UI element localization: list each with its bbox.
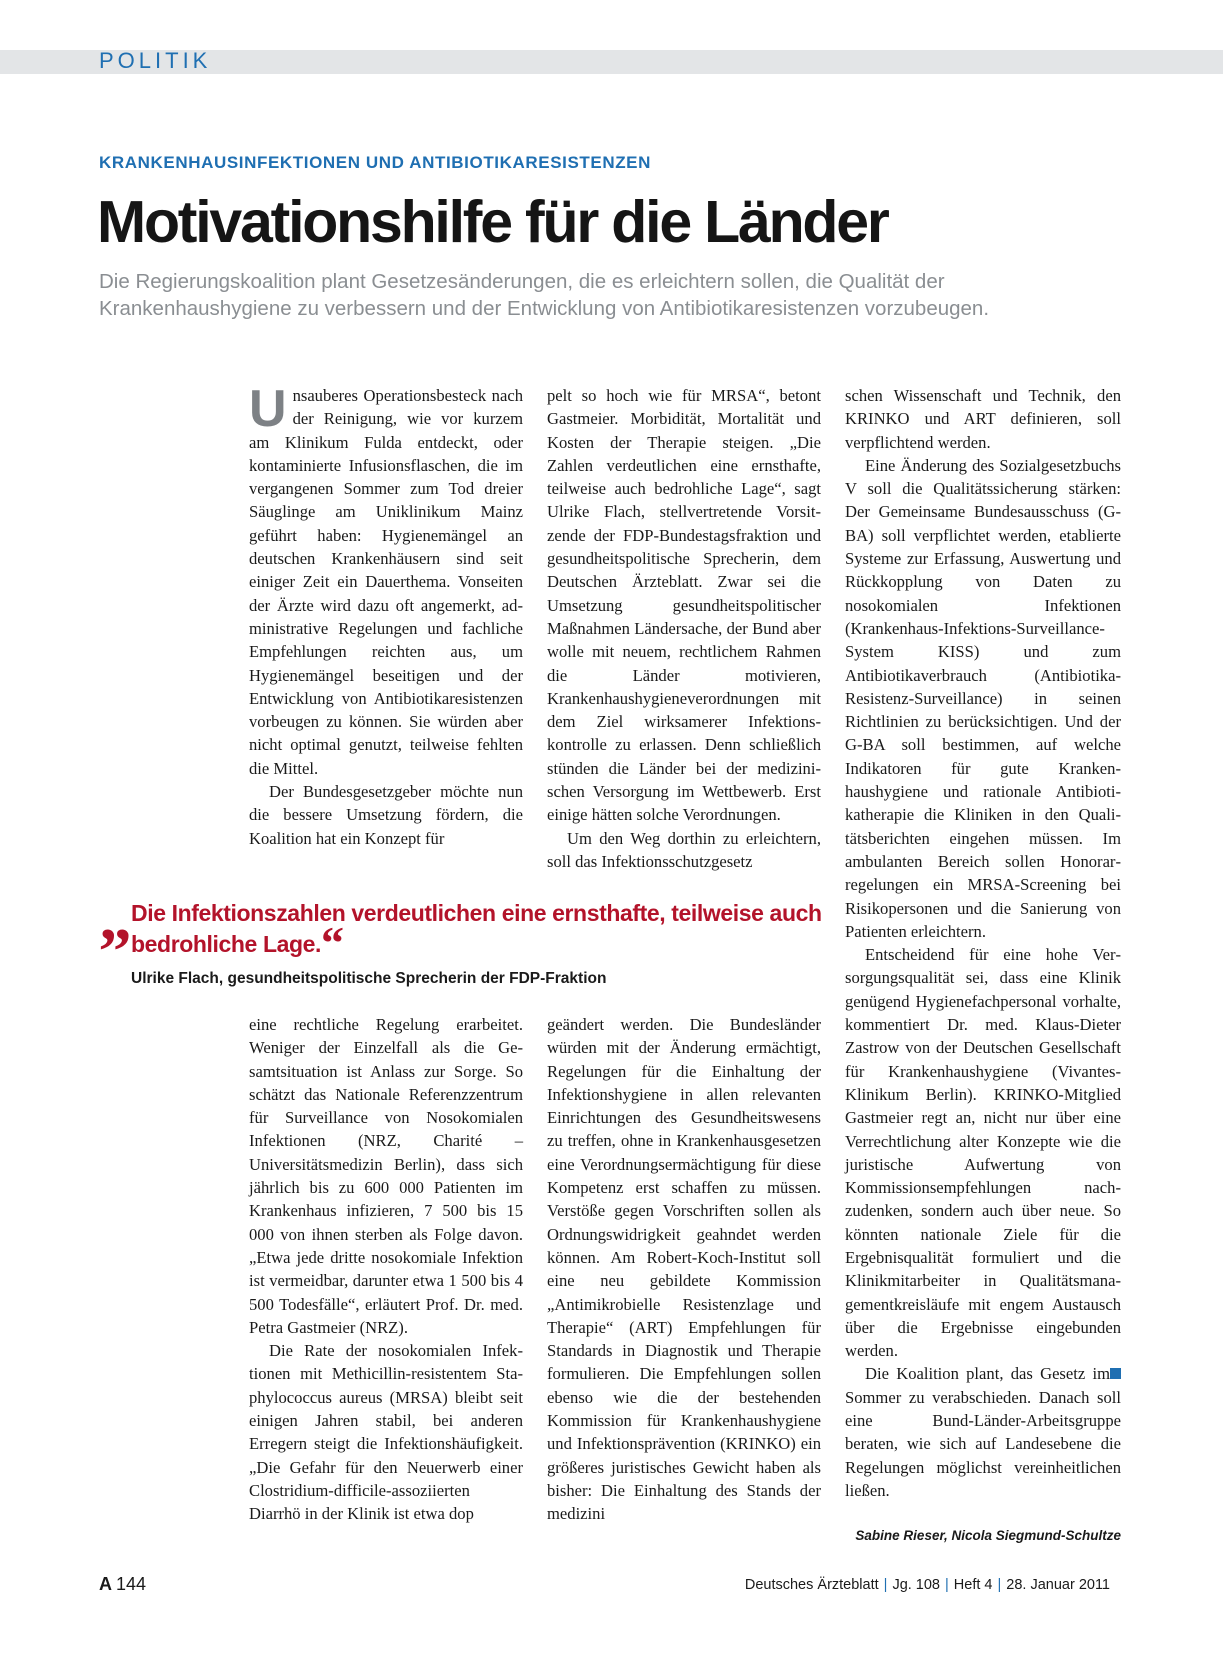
paragraph: Der Bundesgesetzgeber möchte nun die bessere Umsetzung fördern, die Koalition hat ein Konzept für — [249, 782, 523, 848]
pullquote-close-mark: “ — [321, 917, 344, 968]
column-1-bottom — [249, 1013, 523, 1526]
footer-separator: | — [945, 1577, 949, 1593]
article-byline: Sabine Rieser, Nicola Siegmund-Schultze — [855, 1528, 1121, 1543]
paragraph-text: Die Koalition plant, das Gesetz im Sommer zu verabschieden. Danach soll eine Bund-Länder-Arbeitsgruppe beraten, wie sich auf Landesebene die Regelungen möglichst vereinheitlichen ließen. — [845, 1364, 1121, 1500]
paragraph: pelt so hoch wie für MRSA“, betont Gastmeier. Morbidität, Mortalität und Kosten der Therapie steigen. „Die Zahlen verdeutlichen eine ernsthafte, teilweise auch bedrohliche Lage“, sagt Ulrike Flach, stellvertretende Vorsitzende der FDP-Bundestagsfraktion und gesundheitspolitische Sprecherin, dem Deutschen Ärzteblatt. Zwar sei die Umsetzung gesundheitspolitischer Maßnahmen Ländersache, der Bund aber wolle mit neuem, rechtlichem Rahmen die Länder motivieren, Krankenhaushygieneverordnungen mit dem Ziel wirksamerer Infektionskontrolle zu erlassen. Denn schließlich stünden die Länder bei der medizinischen Versorgung im Wettbewerb. Erst einige hätten solche Verordnungen. — [547, 386, 821, 825]
page-number: 144 — [116, 1574, 147, 1594]
footer-separator: | — [883, 1577, 888, 1593]
footer-separator: | — [997, 1577, 1002, 1593]
paragraph — [249, 380, 523, 780]
paragraph: Um den Weg dorthin zu erleichtern, soll das Infektionsschutzgesetz — [547, 828, 821, 871]
section-label: POLITIK — [99, 48, 212, 73]
article-headline: Motivationshilfe für die Länder — [97, 189, 888, 255]
paragraph: eine rechtliche Regelung erarbeitet. Weniger der Einzelfall als die Gesamtsituation ist Anlass zur Sorge. So schätzt das Nationale Referenzzentrum für Surveillance von Nosokomialen Infektionen (NRZ, Charité – Universitätsmedizin Berlin), dass sich jährlich bis zu 600 000 Patienten im Krankenhaus infizieren, 7 500 bis 15 000 von ihnen sterben als Folge davon. „Etwa jede dritte nosokomiale Infektion ist vermeidbar, darunter etwa 1 500 bis 4 500 Todesfälle“, erläutert Prof. Dr. med. Petra Gastmeier (NRZ). — [249, 1015, 523, 1337]
paragraph: schen Wissenschaft und Technik, den KRINKO und ART definieren, soll verpflichtend werden. — [845, 386, 1121, 452]
journal-date: 28. Januar 2011 — [1006, 1577, 1110, 1593]
paragraph-text: nsauberes Operationsbesteck nach der Reinigung, wie vor kurzem am Klinikum Fulda entdeckt, oder kontaminierte Infusionsflaschen, die im vergangenen Sommer zum Tod dreier Säuglinge am Uniklinikum Mainz geführt haben: Hygienemängel an deutschen Krankenhäusern sind seit einiger Zeit ein Dauerthema. Vonseiten der Ärzte wird dazu oft angemerkt, administrative Regelungen und fachliche Empfehlungen reichten aus, um Hygienemängel beseitigen und der Entwicklung von Antibiotikaresistenzen vorbeugen zu können. Sie würden aber nicht optimal genutzt, teilweise fehlten die Mittel. — [249, 386, 523, 778]
journal-volume: Jg. 108 — [892, 1577, 941, 1593]
paragraph: Entscheidend für eine hohe Versorgungsqualität sei, dass eine Klinik genügend Hygienefachpersonal vorhalte, kommentiert Dr. med. Klaus-Dieter Zastrow von der Deutschen Gesellschaft für Krankenhaushygiene (Vivantes-Klinikum Berlin). KRINKO-Mitglied Gastmeier regt an, nicht nur über eine Verrechtlichung alter Konzepte wie die juristische Aufwertung von Kommissionsempfehlungen nachzudenken, sondern auch über neue. So könnten nationale Ziele für die Ergebnisqualität formuliert und die Klinikmitarbeiter in Qualitätsmanagementkreisläufe mit engem Austausch über die Ergebnisse eingebunden werden. — [845, 945, 1121, 1361]
column-2-top — [547, 384, 821, 873]
pullquote — [131, 898, 851, 968]
column-1-top — [249, 380, 523, 850]
pullquote-text: Die Infektionszahlen verdeutlichen eine ernsthafte, teilweise auch bedrohliche Lage. — [131, 900, 822, 957]
footer-meta — [745, 1577, 1110, 1593]
article-lead: Die Regierungskoalition plant Gesetzesänderungen, die es erleichtern sollen, die Qualität der Krankenhaushygiene zu verbessern und der Entwicklung von Antibiotikaresistenzen vorzubeugen. — [99, 270, 990, 320]
column-3 — [845, 384, 1121, 1502]
page-letter: A — [99, 1574, 112, 1594]
drop-cap: U — [249, 380, 287, 438]
pullquote-attribution: Ulrike Flach, gesundheitspolitische Sprecherin der FDP-Fraktion — [131, 970, 607, 987]
blue-square-end-icon — [1110, 1368, 1121, 1379]
paragraph — [845, 1362, 1121, 1502]
paragraph: Die Rate der nosokomialen Infektionen mit Methicillin-resistentem Staphylococcus aureus (MRSA) bleibt seit einigen Jahren stabil, bei anderen Erregern steigt die Infektionshäufigkeit. „Die Gefahr für den Neuerwerb einer Clostridium-difficile-assoziierten Diarrhö in der Klinik ist etwa dop — [249, 1341, 523, 1524]
journal-name: Deutsches Ärzteblatt — [744, 1577, 879, 1593]
paragraph: geändert werden. Die Bundesländer würden mit der Änderung ermächtigt, Regelungen für die Einhaltung der Infektionshygiene in allen relevanten Einrichtungen des Gesundheitswesens zu treffen, ohne in Krankenhausgesetzen eine Verordnungsermächtigung für diese Kompetenz erst schaffen zu müssen. Verstöße gegen Vorschriften sollen als Ordnungswidrigkeit geahndet werden können. Am Robert-Koch-Institut soll eine neu gebildete Kommission „Antimikrobielle Resistenzlage und Therapie“ (ART) Empfehlungen für Standards in Diagnostik und Therapie formulieren. Die Empfehlungen sollen ebenso wie die der bestehenden Kommission für Krankenhaushygiene und Infektionsprävention (KRINKO) ein größeres juristisches Gewicht haben als bisher: Die Einhaltung des Stands der medizini — [547, 1015, 821, 1524]
journal-issue: Heft 4 — [953, 1577, 993, 1593]
column-2-bottom — [547, 1013, 821, 1526]
pullquote-open-mark: „ — [99, 881, 132, 954]
paragraph: Eine Änderung des Sozialgesetzbuchs V soll die Qualitätssicherung stärken: Der Gemeinsame Bundesausschuss (G-BA) soll verpflichtet werden, etablierte Systeme zur Erfassung, Auswertung und Rückkopplung von Daten zu nosokomialen Infektionen (Krankenhaus-Infektions-Surveillance-System KISS) und zum Antibiotikaverbrauch (Antibiotika-Resistenz-Surveillance) in seinen Richtlinien zu berücksichtigen. Und der G-BA soll bestimmen, auf welche Indikatoren für gute Krankenhaushygiene und rationale Antibiotikatherapie die Kliniken in den Qualitätsberichten eingehen müssen. Im ambulanten Bereich sollen Honorarregelungen ein MRSA-Screening bei Risikopersonen und die Sanierung von Patienten erleichtern. — [845, 455, 1121, 941]
article-kicker: KRANKENHAUSINFEKTIONEN UND ANTIBIOTIKARESISTENZEN — [99, 153, 652, 172]
